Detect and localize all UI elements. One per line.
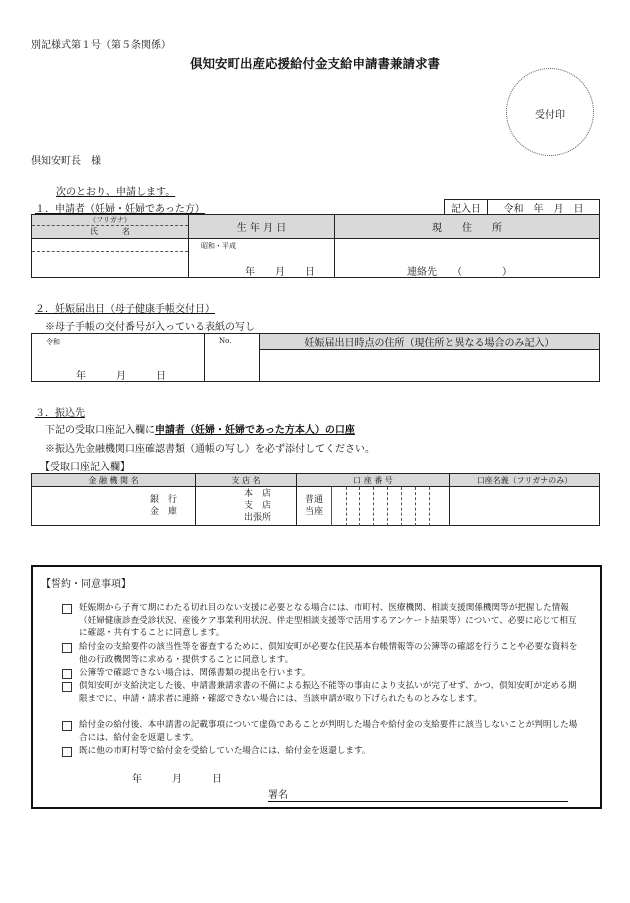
digit-box-6[interactable] xyxy=(401,487,416,526)
account-holder-header: 口座名義（フリガナのみ） xyxy=(450,474,600,487)
digit-box-3[interactable] xyxy=(359,487,374,526)
name-label: 氏 名 xyxy=(32,225,188,237)
booklet-number-cell[interactable] xyxy=(205,334,260,382)
furigana-divider xyxy=(32,251,188,252)
pledge-item-6 xyxy=(62,745,582,758)
account-type-current: 当座 xyxy=(305,507,324,517)
furigana-label: （フリガナ） xyxy=(89,216,131,224)
pledge-text-3: 公簿等で確認できない場合は、関係書類の提出を行います。 xyxy=(79,668,311,678)
birthdate-era-label: 昭和・平成 xyxy=(201,242,236,250)
form-title: 倶知安町出産応援給付金支給申請書兼請求書 xyxy=(189,56,440,71)
digit-box-5[interactable] xyxy=(387,487,402,526)
pledge-text-5: 給付金の給付後、本申請書の記載事項について虚偽であることが判明した場合や給付金の支給要件に該当しないことが判明した場合には、給付金を返還します。 xyxy=(79,720,578,743)
bank-type-bank: 銀 行 xyxy=(150,495,178,505)
checkbox-4[interactable] xyxy=(62,682,72,692)
branch-name-header: 支 店 名 xyxy=(196,474,297,487)
address-input-cell[interactable] xyxy=(335,239,600,278)
account-type-ordinary: 普通 xyxy=(305,495,324,505)
pregnancy-table xyxy=(31,333,600,382)
name-header-cell xyxy=(32,215,189,239)
pledge-text-1: 妊娠期から子育て期にわたる切れ目のない支援に必要となる場合には、市町村、医療機関、相談支援関係機関等が把握した情報（妊婦健康診査受診状況、産後ケア事業利用状況、伴走型相談支援等で活用するアンケート結果等）について、必要に応じて相互に確認・共有することに同意します。 xyxy=(79,603,577,639)
pledge-text-4: 倶知安町が支給決定した後、申請書兼請求書の不備による振込不能等の事由により支払いが完了せず、かつ、倶知安町が定める期限までに、申請・請求者に連絡・確認できない場合には、当該申請が取り下げられたものとみなします。 xyxy=(79,681,577,704)
branch-type-office: 出張所 xyxy=(244,513,272,523)
entry-date-label: 記入日 xyxy=(445,200,488,216)
pledge-date-fields[interactable]: 年 月 日 xyxy=(132,774,222,785)
digit-box-4[interactable] xyxy=(373,487,388,526)
pledge-item-2 xyxy=(62,641,582,666)
section3-heading: ３．振込先 xyxy=(35,408,85,419)
intro-text: 次のとおり、申請します。 xyxy=(56,187,176,198)
checkbox-5[interactable] xyxy=(62,721,72,731)
birthdate-input-cell[interactable] xyxy=(189,239,335,278)
pregnancy-address-header: 妊娠届出日時点の住所（現住所と異なる場合のみ記入） xyxy=(260,334,600,350)
pledge-item-4 xyxy=(62,680,582,705)
bank-name-header: 金 融 機 関 名 xyxy=(32,474,196,487)
pledge-item-5 xyxy=(62,719,582,744)
pledge-item-1 xyxy=(62,602,582,640)
transfer-line1 xyxy=(45,421,355,436)
booklet-no-label: No. xyxy=(219,337,232,345)
name-input-cell[interactable] xyxy=(32,239,189,278)
pledge-text-2: 給付金の支給要件の該当性等を審査するために、倶知安町が必要な住民基本台帳情報等の公簿等の確認を行うことや必要な資料を他の行政機関等に求める・提供することに同意します。 xyxy=(79,642,578,665)
branch-types xyxy=(244,488,271,524)
birthdate-fields: 年 月 日 xyxy=(245,267,315,278)
applicant-table xyxy=(31,214,600,278)
checkbox-2[interactable] xyxy=(62,643,72,653)
digit-box-7[interactable] xyxy=(415,487,430,526)
pledge-heading: 【誓約・同意事項】 xyxy=(41,579,131,590)
pledge-text-6: 既に他の市町村等で給付金を受給していた場合には、給付金を返還します。 xyxy=(79,746,371,756)
section2-heading: ２．妊娠届出日（母子健康手帳交付日） xyxy=(35,304,215,315)
signature-label: 署名 xyxy=(268,790,288,801)
reception-stamp-circle xyxy=(506,68,594,156)
branch-type-main: 本 店 xyxy=(244,489,272,499)
branch-name-input[interactable] xyxy=(196,487,297,526)
account-title: 【受取口座記入欄】 xyxy=(40,462,130,473)
birthdate-header: 生 年 月 日 xyxy=(189,215,335,239)
signature-line[interactable] xyxy=(268,786,568,802)
pregnancy-address-input[interactable] xyxy=(260,350,600,382)
account-table xyxy=(31,473,600,526)
pregnancy-date-cell[interactable] xyxy=(32,334,205,382)
account-types xyxy=(305,494,323,518)
section2-note: ※母子手帳の交付番号が入っている表紙の写し xyxy=(45,322,255,333)
bank-name-input[interactable] xyxy=(32,487,196,526)
bank-types xyxy=(150,494,177,518)
branch-type-branch: 支 店 xyxy=(244,501,272,511)
account-holder-input[interactable] xyxy=(450,487,600,526)
pledge-item-3 xyxy=(62,667,582,680)
pledge-box xyxy=(31,565,602,809)
pregnancy-date-fields: 年 月 日 xyxy=(76,371,166,382)
account-number-input[interactable] xyxy=(297,487,450,526)
account-number-header: 口 座 番 号 xyxy=(297,474,450,487)
section1-heading: １．申請者（妊婦・妊婦であった方） xyxy=(35,204,205,215)
form-number: 別記様式第１号（第５条関係） xyxy=(31,40,171,51)
checkbox-3[interactable] xyxy=(62,669,72,679)
addressee: 倶知安町長 様 xyxy=(31,156,101,167)
transfer-line1-prefix: 下記の受取口座記入欄に xyxy=(45,425,155,436)
pregnancy-era-label: 令和 xyxy=(46,338,60,346)
transfer-line2: ※振込先金融機関口座確認書類（通帳の写し）を必ず添付してください。 xyxy=(45,444,375,455)
entry-date-field[interactable]: 令和 年 月 日 xyxy=(488,200,600,216)
contact-label: 連絡先 （ ） xyxy=(407,267,512,278)
bank-type-shinkin: 金 庫 xyxy=(150,507,178,517)
transfer-line1-emphasis: 申請者（妊婦・妊婦であった方本人）の口座 xyxy=(155,425,355,436)
checkbox-6[interactable] xyxy=(62,747,72,757)
reception-stamp-label: 受付印 xyxy=(535,110,565,121)
checkbox-1[interactable] xyxy=(62,604,72,614)
address-header: 現 住 所 xyxy=(335,215,600,239)
digit-box-2[interactable] xyxy=(345,487,360,526)
